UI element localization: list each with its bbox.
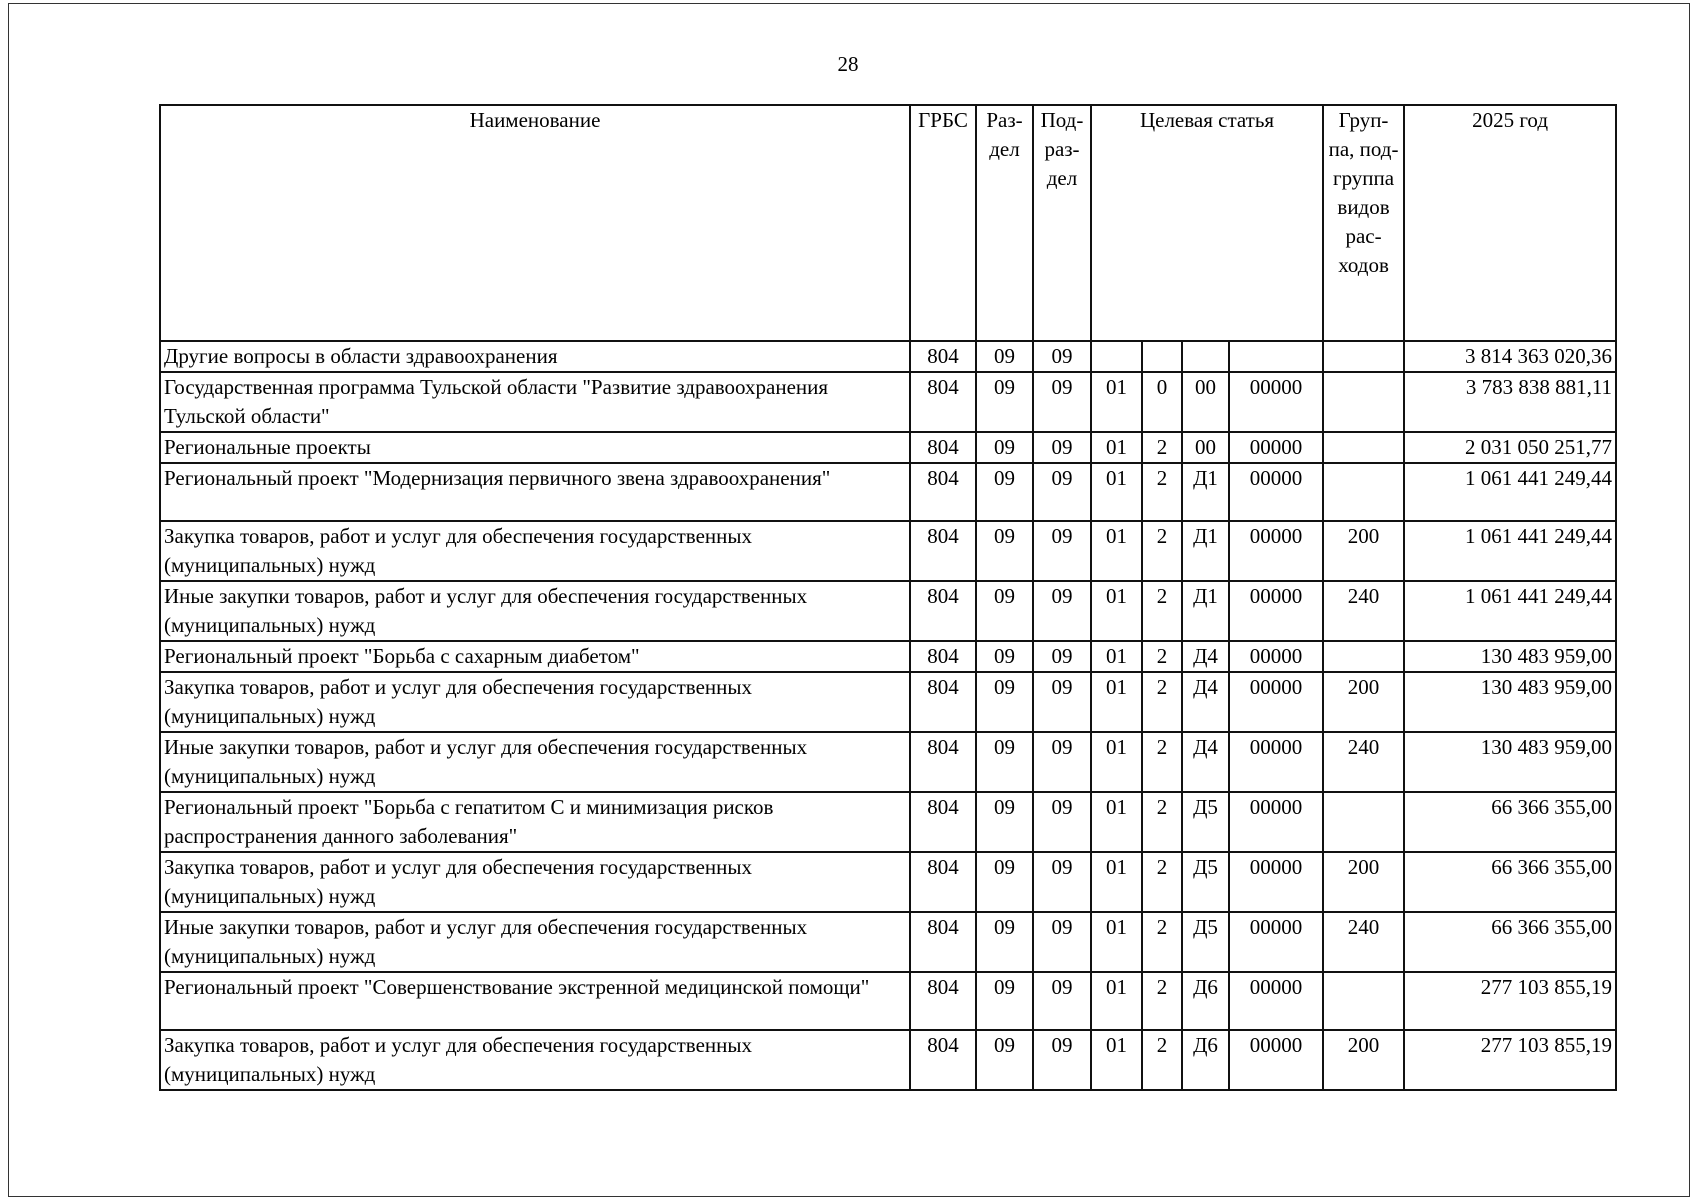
row-target-subprogram: 2: [1142, 641, 1182, 672]
row-grbs: 804: [910, 521, 976, 581]
row-grbs: 804: [910, 372, 976, 432]
row-expense-group: 200: [1323, 1030, 1404, 1090]
row-razdel: 09: [976, 972, 1033, 1030]
row-razdel: 09: [976, 672, 1033, 732]
row-expense-group: 200: [1323, 672, 1404, 732]
row-razdel: 09: [976, 581, 1033, 641]
row-target-subprogram: 2: [1142, 792, 1182, 852]
row-name: Государственная программа Тульской области "Развитие здравоохранения Тульской области": [160, 372, 910, 432]
row-target-program: 01: [1091, 912, 1142, 972]
page-number: 28: [837, 52, 859, 76]
row-podrazdel: 09: [1033, 912, 1091, 972]
row-name: Иные закупки товаров, работ и услуг для обеспечения государственных (муниципальных) нужд: [160, 732, 910, 792]
row-expense-group: [1323, 792, 1404, 852]
row-target-subprogram: 2: [1142, 463, 1182, 521]
table-row: [160, 581, 1616, 641]
row-razdel: 09: [976, 341, 1033, 372]
table-row: [160, 732, 1616, 792]
budget-table: [159, 104, 1617, 1091]
row-podrazdel: 09: [1033, 463, 1091, 521]
row-grbs: 804: [910, 852, 976, 912]
row-target-subprogram: 2: [1142, 852, 1182, 912]
row-expense-group: 240: [1323, 581, 1404, 641]
row-target-project: 00: [1182, 372, 1229, 432]
row-target-subprogram: 2: [1142, 581, 1182, 641]
row-target-direction: 00000: [1229, 521, 1323, 581]
row-grbs: 804: [910, 972, 976, 1030]
row-grbs: 804: [910, 792, 976, 852]
row-podrazdel: 09: [1033, 792, 1091, 852]
row-name: Региональные проекты: [160, 432, 910, 463]
row-amount: 66 366 355,00: [1404, 912, 1616, 972]
row-name: Региональный проект "Борьба с сахарным диабетом": [160, 641, 910, 672]
row-target-direction: 00000: [1229, 1030, 1323, 1090]
row-name: Другие вопросы в области здравоохранения: [160, 341, 910, 372]
row-target-subprogram: [1142, 341, 1182, 372]
row-target-direction: 00000: [1229, 581, 1323, 641]
row-podrazdel: 09: [1033, 972, 1091, 1030]
row-podrazdel: 09: [1033, 432, 1091, 463]
table-row: [160, 372, 1616, 432]
row-amount: 130 483 959,00: [1404, 732, 1616, 792]
row-target-direction: 00000: [1229, 432, 1323, 463]
row-grbs: 804: [910, 341, 976, 372]
row-target-project: Д5: [1182, 912, 1229, 972]
row-target-direction: 00000: [1229, 972, 1323, 1030]
row-razdel: 09: [976, 521, 1033, 581]
row-target-direction: [1229, 341, 1323, 372]
row-target-direction: 00000: [1229, 732, 1323, 792]
row-target-subprogram: 2: [1142, 1030, 1182, 1090]
row-podrazdel: 09: [1033, 372, 1091, 432]
table-row: [160, 641, 1616, 672]
row-razdel: 09: [976, 732, 1033, 792]
row-target-subprogram: 2: [1142, 732, 1182, 792]
row-target-project: Д6: [1182, 1030, 1229, 1090]
row-razdel: 09: [976, 641, 1033, 672]
row-grbs: 804: [910, 463, 976, 521]
row-target-subprogram: 2: [1142, 432, 1182, 463]
row-amount: 1 061 441 249,44: [1404, 581, 1616, 641]
row-target-program: 01: [1091, 1030, 1142, 1090]
row-target-program: [1091, 341, 1142, 372]
row-expense-group: 200: [1323, 852, 1404, 912]
row-razdel: 09: [976, 463, 1033, 521]
row-name: Закупка товаров, работ и услуг для обеспечения государственных (муниципальных) нужд: [160, 1030, 910, 1090]
row-target-program: 01: [1091, 672, 1142, 732]
row-target-program: 01: [1091, 521, 1142, 581]
row-razdel: 09: [976, 1030, 1033, 1090]
row-target-project: Д5: [1182, 792, 1229, 852]
row-target-direction: 00000: [1229, 463, 1323, 521]
row-amount: 3 814 363 020,36: [1404, 341, 1616, 372]
row-target-subprogram: 2: [1142, 672, 1182, 732]
row-target-subprogram: 0: [1142, 372, 1182, 432]
row-podrazdel: 09: [1033, 1030, 1091, 1090]
row-razdel: 09: [976, 432, 1033, 463]
header-target-article: Целевая статья: [1091, 105, 1323, 341]
row-grbs: 804: [910, 581, 976, 641]
row-name: Закупка товаров, работ и услуг для обеспечения государственных (муниципальных) нужд: [160, 852, 910, 912]
row-target-program: 01: [1091, 641, 1142, 672]
row-razdel: 09: [976, 372, 1033, 432]
row-target-project: Д1: [1182, 521, 1229, 581]
row-expense-group: [1323, 432, 1404, 463]
row-target-direction: 00000: [1229, 852, 1323, 912]
row-target-program: 01: [1091, 732, 1142, 792]
table-row: [160, 912, 1616, 972]
row-target-program: 01: [1091, 432, 1142, 463]
row-target-program: 01: [1091, 792, 1142, 852]
row-grbs: 804: [910, 672, 976, 732]
table-header-row: [160, 105, 1616, 341]
row-grbs: 804: [910, 641, 976, 672]
row-name: Региональный проект "Совершенствование экстренной медицинской помощи": [160, 972, 910, 1030]
row-target-program: 01: [1091, 972, 1142, 1030]
row-target-subprogram: 2: [1142, 972, 1182, 1030]
row-podrazdel: 09: [1033, 852, 1091, 912]
row-target-project: Д5: [1182, 852, 1229, 912]
table-row: [160, 521, 1616, 581]
row-podrazdel: 09: [1033, 672, 1091, 732]
row-target-project: Д4: [1182, 641, 1229, 672]
row-name: Закупка товаров, работ и услуг для обеспечения государственных (муниципальных) нужд: [160, 672, 910, 732]
row-amount: 66 366 355,00: [1404, 792, 1616, 852]
row-target-direction: 00000: [1229, 672, 1323, 732]
row-expense-group: 200: [1323, 521, 1404, 581]
row-target-project: [1182, 341, 1229, 372]
table-row: [160, 432, 1616, 463]
header-name: Наименование: [160, 105, 910, 341]
table-row: [160, 341, 1616, 372]
table-row: [160, 852, 1616, 912]
row-amount: 130 483 959,00: [1404, 672, 1616, 732]
row-target-direction: 00000: [1229, 792, 1323, 852]
table-row: [160, 972, 1616, 1030]
row-target-direction: 00000: [1229, 912, 1323, 972]
row-target-subprogram: 2: [1142, 521, 1182, 581]
row-target-program: 01: [1091, 463, 1142, 521]
row-podrazdel: 09: [1033, 521, 1091, 581]
row-target-direction: 00000: [1229, 641, 1323, 672]
row-podrazdel: 09: [1033, 341, 1091, 372]
row-target-project: Д1: [1182, 463, 1229, 521]
row-podrazdel: 09: [1033, 581, 1091, 641]
row-expense-group: [1323, 463, 1404, 521]
table-row: [160, 792, 1616, 852]
header-razdel: Раз- дел: [976, 105, 1033, 341]
row-amount: 277 103 855,19: [1404, 1030, 1616, 1090]
row-target-project: Д1: [1182, 581, 1229, 641]
row-target-program: 01: [1091, 581, 1142, 641]
table-row: [160, 463, 1616, 521]
row-target-project: Д4: [1182, 732, 1229, 792]
row-amount: 130 483 959,00: [1404, 641, 1616, 672]
row-razdel: 09: [976, 852, 1033, 912]
row-target-direction: 00000: [1229, 372, 1323, 432]
row-target-program: 01: [1091, 372, 1142, 432]
row-amount: 66 366 355,00: [1404, 852, 1616, 912]
row-name: Региональный проект "Модернизация первичного звена здравоохранения": [160, 463, 910, 521]
table-row: [160, 672, 1616, 732]
row-expense-group: [1323, 641, 1404, 672]
row-expense-group: [1323, 972, 1404, 1030]
header-year: 2025 год: [1404, 105, 1616, 341]
row-grbs: 804: [910, 912, 976, 972]
row-target-project: 00: [1182, 432, 1229, 463]
row-target-project: Д4: [1182, 672, 1229, 732]
row-podrazdel: 09: [1033, 732, 1091, 792]
header-grbs: ГРБС: [910, 105, 976, 341]
table-row: [160, 1030, 1616, 1090]
header-podrazdel: Под- раз- дел: [1033, 105, 1091, 341]
row-amount: 1 061 441 249,44: [1404, 521, 1616, 581]
row-amount: 1 061 441 249,44: [1404, 463, 1616, 521]
row-name: Региональный проект "Борьба с гепатитом С и минимизация рисков распространения данного заболевания": [160, 792, 910, 852]
row-razdel: 09: [976, 912, 1033, 972]
row-expense-group: 240: [1323, 912, 1404, 972]
row-expense-group: [1323, 341, 1404, 372]
row-grbs: 804: [910, 1030, 976, 1090]
row-amount: 3 783 838 881,11: [1404, 372, 1616, 432]
row-amount: 277 103 855,19: [1404, 972, 1616, 1030]
header-expense-group: Груп- па, под- группа видов рас- ходов: [1323, 105, 1404, 341]
row-name: Иные закупки товаров, работ и услуг для обеспечения государственных (муниципальных) нужд: [160, 912, 910, 972]
row-grbs: 804: [910, 732, 976, 792]
row-expense-group: [1323, 372, 1404, 432]
row-amount: 2 031 050 251,77: [1404, 432, 1616, 463]
row-expense-group: 240: [1323, 732, 1404, 792]
row-grbs: 804: [910, 432, 976, 463]
row-podrazdel: 09: [1033, 641, 1091, 672]
row-name: Иные закупки товаров, работ и услуг для обеспечения государственных (муниципальных) нужд: [160, 581, 910, 641]
row-target-program: 01: [1091, 852, 1142, 912]
row-target-project: Д6: [1182, 972, 1229, 1030]
row-razdel: 09: [976, 792, 1033, 852]
row-name: Закупка товаров, работ и услуг для обеспечения государственных (муниципальных) нужд: [160, 521, 910, 581]
row-target-subprogram: 2: [1142, 912, 1182, 972]
